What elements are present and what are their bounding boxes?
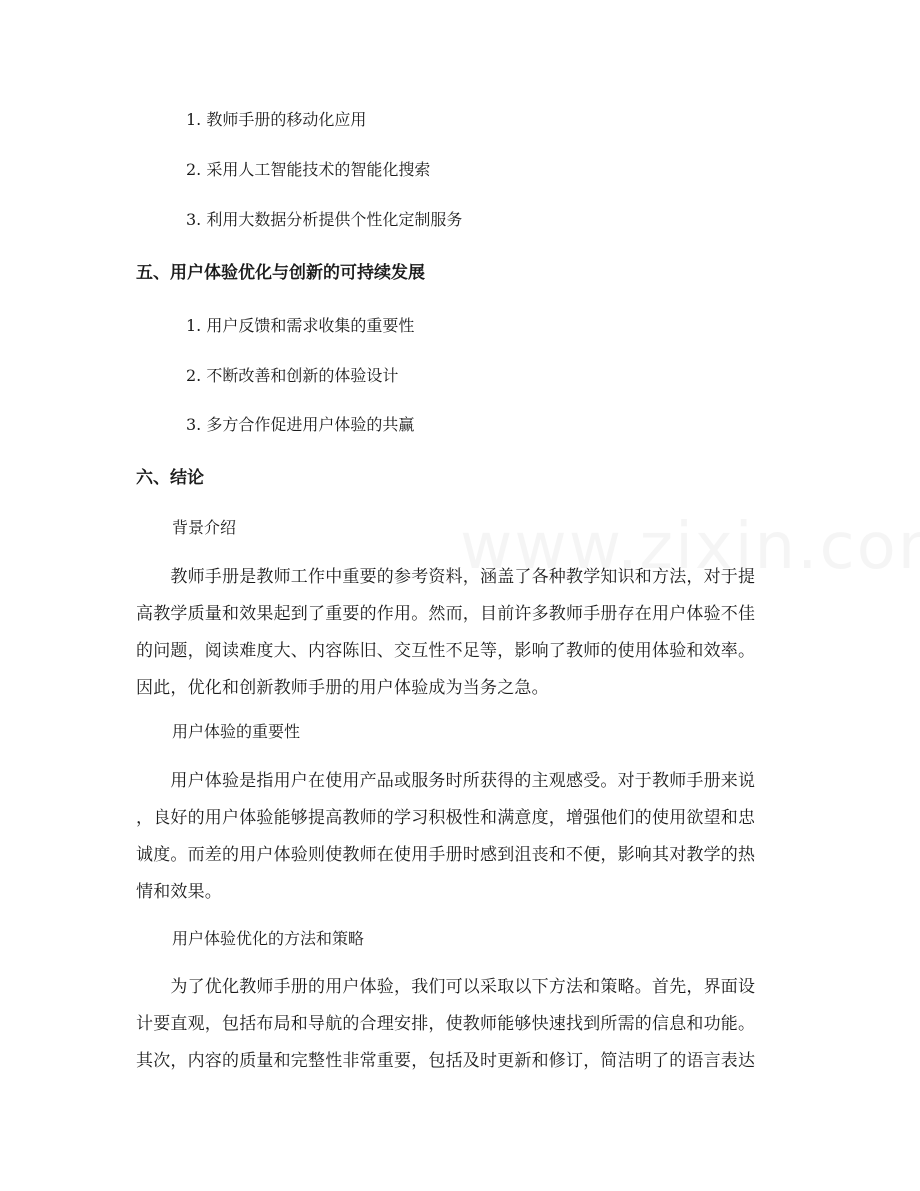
paragraph	[136, 559, 786, 707]
paragraph-line: ，良好的用户体验能够提高教师的学习积极性和满意度，增强他们的使用欲望和忠	[136, 808, 756, 828]
paragraph-line: 的问题，阅读难度大、内容陈旧、交互性不足等，影响了教师的使用体验和效率。	[136, 641, 756, 661]
paragraph	[136, 763, 786, 911]
paragraph-line: 为了优化教师手册的用户体验，我们可以采取以下方法和策略。首先，界面设	[136, 977, 756, 997]
list-item: 1. 教师手册的移动化应用	[186, 110, 367, 129]
list-item: 3. 多方合作促进用户体验的共赢	[186, 415, 415, 434]
subsection-title: 背景介绍	[172, 518, 237, 537]
paragraph-line: 情和效果。	[136, 882, 222, 902]
paragraph-line: 教师手册是教师工作中重要的参考资料，涵盖了各种教学知识和方法，对于提	[136, 567, 756, 587]
list-item: 1. 用户反馈和需求收集的重要性	[186, 316, 415, 335]
paragraph-line: 因此，优化和创新教师手册的用户体验成为当务之急。	[136, 678, 549, 698]
list-item: 2. 采用人工智能技术的智能化搜索	[186, 160, 431, 179]
paragraph-line: 计要直观，包括布局和导航的合理安排，使教师能够快速找到所需的信息和功能。	[136, 1014, 756, 1034]
paragraph-line: 用户体验是指用户在使用产品或服务时所获得的主观感受。对于教师手册来说	[136, 771, 756, 791]
section-heading: 六、结论	[136, 468, 204, 488]
paragraph-line: 诚度。而差的用户体验则使教师在使用手册时感到沮丧和不便，影响其对教学的热	[136, 845, 756, 865]
paragraph	[136, 969, 786, 1080]
subsection-title: 用户体验的重要性	[172, 722, 301, 741]
paragraph-line: 其次，内容的质量和完整性非常重要，包括及时更新和修订，简洁明了的语言表达	[136, 1051, 756, 1071]
subsection-title: 用户体验优化的方法和策略	[172, 929, 365, 948]
section-heading: 五、用户体验优化与创新的可持续发展	[136, 263, 425, 283]
list-item: 3. 利用大数据分析提供个性化定制服务	[186, 210, 463, 229]
paragraph-line: 高教学质量和效果起到了重要的作用。然而，目前许多教师手册存在用户体验不佳	[136, 604, 756, 624]
list-item: 2. 不断改善和创新的体验设计	[186, 366, 399, 385]
